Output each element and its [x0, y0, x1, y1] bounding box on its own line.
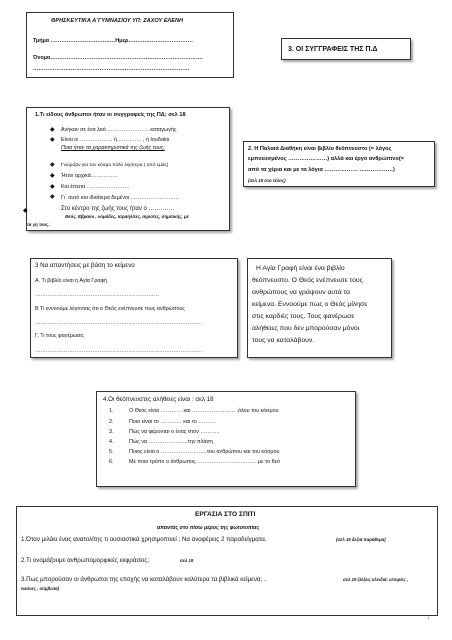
homework-box: [16, 506, 438, 616]
q1-item: Ανήκαν σε ένα λαό ……………………καταγωγής: [61, 127, 177, 133]
q4-item-text: Με ποιο τρόπο ο άνθρωπος …………………………… με το θεό: [129, 459, 280, 465]
lesson-title-box: [281, 38, 411, 60]
q4-item-text: Πώς να ………………….την πλάση: [129, 439, 213, 445]
note-line: στις καρδιές τους. Τους φανέρωσε: [252, 313, 355, 320]
bullet-diamond-icon: ◆: [50, 127, 55, 133]
q4-item-text: Ο Θεός είναι ………… και …………………… .όλου του κόσμου: [129, 408, 279, 414]
q1-item: Είναι οι ……………… ή …………. , ή Ιουδαίοι: [61, 137, 170, 143]
q1-item: Ήταν αρχικά……………: [61, 173, 118, 179]
q1-item: Στο κέντρο της ζωής τους ήταν ο ………….: [61, 206, 175, 212]
q4-item-number: 2.: [109, 419, 114, 425]
q4-item-number: 1.: [109, 408, 114, 414]
q4-item-number: 6.: [109, 459, 114, 465]
note-box: [247, 258, 392, 358]
name-dots-line: ……………………………………………………………………………: [33, 66, 190, 72]
q4-item-number: 3.: [109, 429, 114, 435]
note-line: τους να καταλάβουν.: [252, 337, 315, 344]
bullet-diamond-icon: ◆: [23, 208, 28, 214]
homework-question-2: 2.Τι ονομάζουμε ανθρωπομορφικές εκφράσεις;: [21, 557, 150, 564]
homework-question-1: 1.Όταν μιλάει ένας ανατολίτης τι ουσιαστικά χρησιμοποιεί ; Να αναφέρεις 2 παραδείγματα.: [21, 536, 267, 543]
bullet-diamond-icon: ◆: [50, 184, 55, 190]
q2-line: από τα χέρια και με τα λόγια ……………… ………………): [248, 167, 395, 173]
bullet-diamond-icon: ◆: [50, 173, 55, 179]
homework-question-3-ref-continued: εικόνες , σύμβολα): [21, 586, 60, 591]
q1-word-bank-end: τα γη τους.: [27, 222, 50, 227]
page-number: 1: [427, 615, 430, 620]
bullet-diamond-icon: ◆: [50, 162, 55, 168]
homework-question-2-ref: σελ 19: [180, 558, 194, 563]
question-3-box: [30, 258, 238, 358]
q4-item-text: Ποιο είναι το ………… και το ……….: [129, 419, 216, 425]
q1-item: Και έπειτα ……………………: [61, 184, 130, 190]
homework-title: ΕΡΓΑΣΙΑ ΣΤΟ ΣΠΙΤΙ: [195, 511, 256, 518]
homework-question-1-ref: (σελ 19 δεξιά παράθεμα): [336, 537, 386, 542]
homework-question-3-ref: σελ 19 (λέξεις κλειδιά: ιστορίες ,: [343, 577, 409, 582]
note-line: κείμενα. Εννοούμε πως ο Θεός μίλησε: [252, 301, 368, 308]
q1-item: Γνώριζαν για τον κόσμο πολύ λιγότερα ( από εμάς): [61, 163, 169, 168]
note-line: αλήθειες που δεν μπορούσαν μόνοι: [252, 325, 360, 332]
q3-answer-c-dots: …………………………………………………………………………………: [35, 348, 203, 354]
q1-word-bank: Θεός, Εβραίοι , νομάδες, Ισραηλίτες, αγρότες, σημιτικής, με: [65, 214, 189, 219]
note-line: θεόπνευστο. Ο Θεός ενέπνευσε τους: [252, 277, 363, 284]
q1-item: Γι΄ αυτό και ιδιαίτερα δεμένοι ………………………: [61, 195, 180, 201]
name-line: Όνομα………………………………………………………………………….: [33, 55, 203, 61]
class-date-line: Τμήμα ………………………………Ημερ………………………………: [33, 38, 194, 44]
question-1-title: 1.Τι είδους άνθρωποι ήταν οι συγγραφείς της ΠΔ; σελ 18: [35, 112, 186, 118]
q1-subquestion: Ποια ήταν τα χαρακτηριστικά της ζωής τους;: [61, 145, 165, 151]
question-4-title: 4.Οι θεόπνευστες αλήθειες είναι : σελ 18: [103, 396, 214, 403]
note-line: Η Αγία Γραφή είναι ένα βιβλίο: [256, 265, 345, 272]
question-2-box: [243, 141, 435, 187]
q3-question-b: Β Τι εννοούμε λέγοντας ότι ο Θεός ενέπνευσε τους ανθρώπους: [35, 306, 185, 312]
bullet-diamond-icon: ◆: [50, 194, 55, 200]
q2-line: 2. Η Παλαιά Διαθήκη είναι βιβλίο θεόπνευστο (= λόγος: [248, 146, 392, 152]
q2-line: εμπνευσμένος …………………) αλλά και έργο ανθρώπινο(=: [248, 156, 404, 162]
q3-question-c: Γ. Τι τους φανέρωσε;: [35, 333, 85, 339]
homework-subtitle: απαντάς στο πίσω μέρος της φωτοτυπίας: [157, 525, 260, 531]
homework-question-3: 3.Πως μπορούσαν οι άνθρωποι της εποχής να καταλάβουν καλύτερα τα βιβλικά κείμενα; .: [21, 576, 266, 583]
q4-item-number: 5.: [109, 449, 114, 455]
q4-item-number: 4.: [109, 439, 114, 445]
question-1-box: [23, 107, 230, 231]
header-box: [26, 12, 234, 78]
note-line: ανθρώπους να γράψουν αυτά τα: [252, 289, 351, 296]
question-4-box: [96, 391, 356, 487]
school-title: ΘΡΗΣΚΕΥΤΙΚΑ Α΄ΓΥΜΝΑΣΙΟΥ ΥΠ: ΖΑΧΟΥ ΕΛΕΝΗ: [51, 18, 184, 24]
q3-answer-b-dots: …………………………………………………………………………………: [35, 320, 203, 326]
q4-item-text: Ποιος είναι ο ……………………..του ανθρώπου και του κόσμου: [129, 449, 280, 455]
q2-page-ref: (σελ 19 στο τέλος): [248, 178, 286, 183]
lesson-title: 3. ΟΙ ΣΥΓΓΡΑΦΕΙΣ ΤΗΣ Π.Δ: [288, 46, 378, 53]
q3-answer-a-dots: ……………………………………………………………: [35, 292, 159, 298]
q3-question-a: Α. Τι βιβλίο είναι η Αγία Γραφή: [35, 278, 108, 284]
q4-item-text: Πώς να φέρονται ο ένας στον ………..: [129, 429, 220, 435]
bullet-diamond-icon: ◆: [50, 137, 55, 143]
question-3-title: 3 Να απαντήσεις με βάση το κείμενο: [35, 262, 135, 269]
